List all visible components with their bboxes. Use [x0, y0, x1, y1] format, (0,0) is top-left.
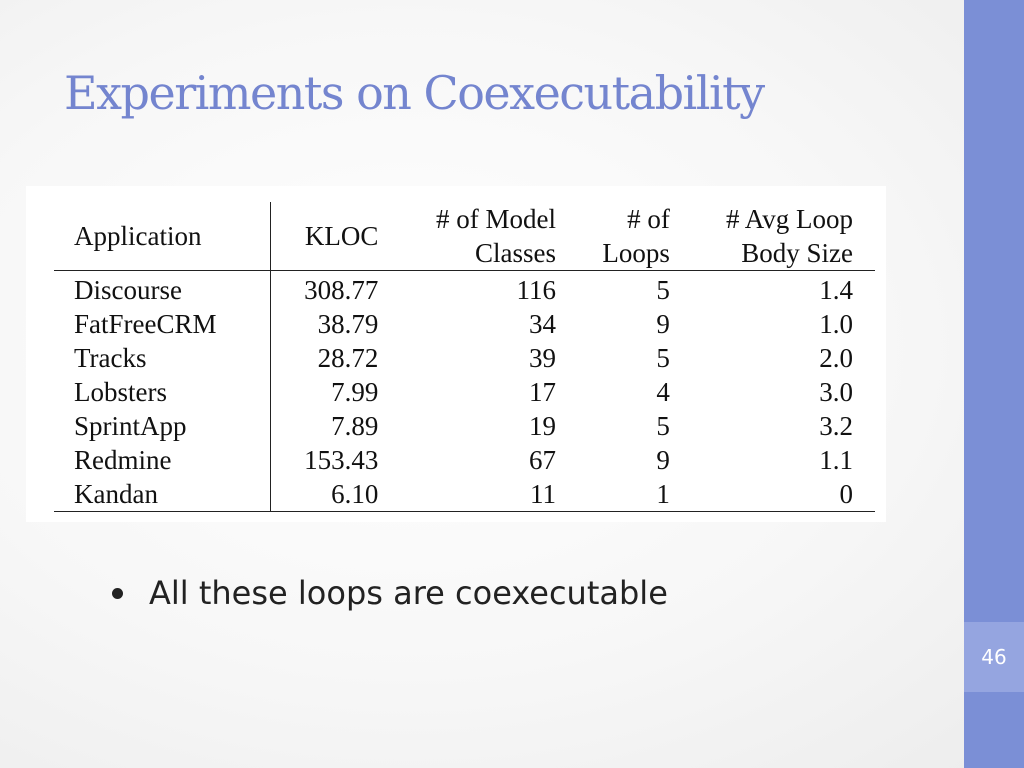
header-body-size-line2: Body Size [741, 238, 853, 268]
header-body-size-line1: # Avg Loop [726, 204, 853, 234]
cell-body-size: 3.0 [819, 377, 853, 407]
cell-loops: 1 [556, 477, 670, 512]
cell-model-classes: 34 [529, 309, 557, 339]
cell-loops: 5 [656, 411, 670, 441]
header-model-classes-line1: # of Model [436, 204, 557, 234]
cell-kloc: 7.89 [331, 411, 379, 441]
table-row [54, 375, 875, 409]
header-loops-line2: Loops [602, 238, 670, 268]
cell-kloc: 28.72 [317, 343, 379, 373]
table-panel [26, 186, 886, 522]
cell-model-classes: 67 [529, 445, 557, 475]
cell-body-size: 2.0 [819, 343, 853, 373]
cell-loops: 9 [656, 309, 670, 339]
cell-kloc: 6.10 [271, 477, 381, 512]
cell-application: Discourse [54, 271, 271, 308]
cell-loops: 9 [656, 445, 670, 475]
cell-application: Tracks [54, 341, 271, 375]
cell-kloc: 7.99 [331, 377, 379, 407]
results-table [54, 202, 875, 512]
table-row [54, 307, 875, 341]
header-model-classes-line2: Classes [475, 238, 557, 268]
table-row [54, 409, 875, 443]
table-row [54, 341, 875, 375]
header-body-size [670, 202, 875, 271]
cell-application: Lobsters [54, 375, 271, 409]
cell-body-size: 3.2 [819, 411, 853, 441]
cell-model-classes: 39 [529, 343, 557, 373]
slide-title: Experiments on Coexecutability [64, 66, 764, 120]
cell-model-classes: 11 [380, 477, 556, 512]
cell-body-size: 1.0 [819, 309, 853, 339]
table-row [54, 271, 875, 308]
page-number-box [964, 622, 1024, 692]
cell-body-size: 1.1 [819, 445, 853, 475]
cell-loops: 5 [656, 275, 670, 305]
header-application: Application [54, 202, 271, 271]
cell-kloc: 308.77 [304, 275, 379, 305]
header-loops-line1: # of [627, 204, 670, 234]
header-model-classes [380, 202, 556, 271]
header-loops [556, 202, 670, 271]
cell-application: Kandan [54, 477, 271, 512]
cell-loops: 5 [656, 343, 670, 373]
cell-body-size: 0 [670, 477, 875, 512]
table-header-row [54, 202, 875, 271]
bullet-dot-icon [112, 588, 123, 599]
cell-kloc: 38.79 [317, 309, 379, 339]
table-row [54, 443, 875, 477]
header-kloc: KLOC [271, 202, 381, 271]
cell-application: SprintApp [54, 409, 271, 443]
cell-model-classes: 19 [529, 411, 557, 441]
cell-kloc: 153.43 [304, 445, 379, 475]
page-number: 46 [981, 645, 1007, 669]
cell-model-classes: 17 [529, 377, 557, 407]
cell-body-size: 1.4 [819, 275, 853, 305]
cell-loops: 4 [656, 377, 670, 407]
bullet-item [112, 574, 668, 612]
cell-model-classes: 116 [516, 275, 557, 305]
cell-application: FatFreeCRM [54, 307, 271, 341]
table-row [54, 477, 875, 512]
cell-application: Redmine [54, 443, 271, 477]
bullet-text: All these loops are coexecutable [149, 574, 668, 612]
